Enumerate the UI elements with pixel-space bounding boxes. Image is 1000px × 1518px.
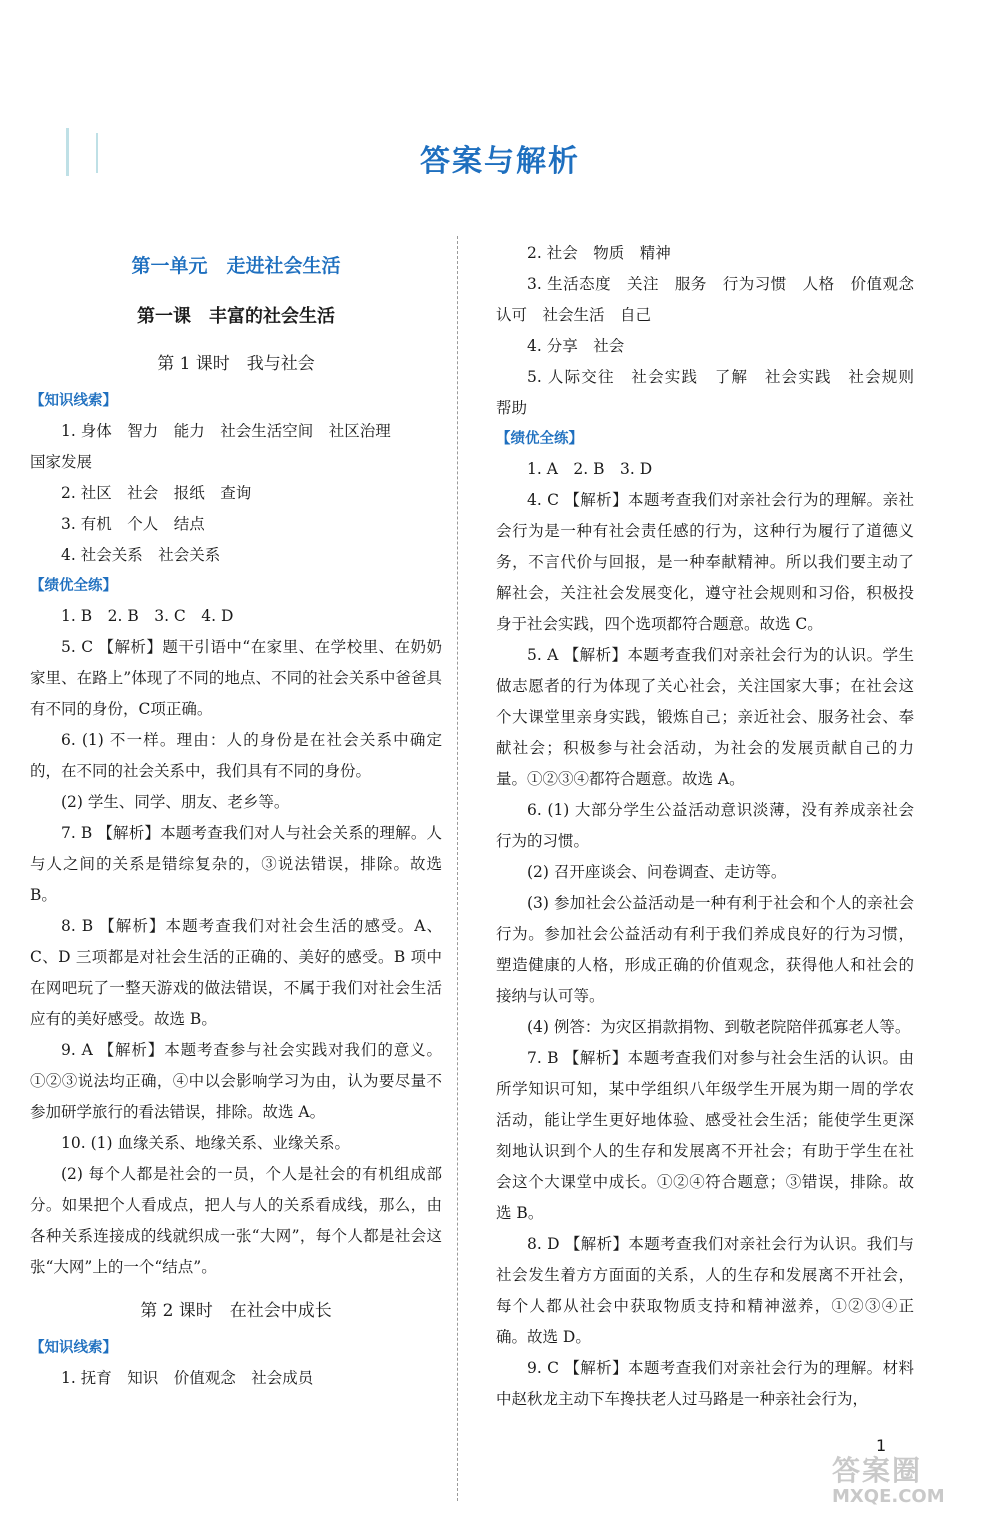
page-title: 答案与解析 [420,144,580,179]
answer-item: 1. B 2. B 3. C 4. D [61,607,234,625]
answer-item: 6. (1) 大部分学生公益活动意识淡薄，没有养成亲社会行为的习惯。 [496,801,914,850]
answer-item: 9. A 【解析】本题考查参与社会实践对我们的意义。①②③说法均正确，④中以会影响学习为由，认为要尽量不参加研学旅行的看法错误，排除。故选 A。 [30,1041,442,1121]
answer-item: 5. C 【解析】题干引语中“在家里、在学校里、在奶奶家里、在路上”体现了不同的地点、不同的社会关系中爸爸具有不同的身份，C项正确。 [30,638,442,718]
column-divider [457,236,458,1501]
answer-item: 4. C 【解析】本题考查我们对亲社会行为的理解。亲社会行为是一种有社会责任感的行为，这种行为履行了道德义务，不言代价与回报，是一种奉献精神。所以我们要主动了解社会，关注社会发展变化，遵守社会规则和习俗，积极投身于社会实践，四个选项都符合题意。故选 C。 [496,491,914,633]
period-title: 第 2 课时 在社会中成长 [140,1301,332,1321]
answer-item: (3) 参加社会公益活动是一种有利于社会和个人的亲社会行为。参加社会公益活动有利于我们养成良好的行为习惯，塑造健康的人格，形成正确的价值观念，获得他人和社会的接纳与认可等。 [496,894,914,1005]
right-column [496,238,930,1415]
lesson-title: 第一课 丰富的社会生活 [137,306,335,327]
answer-item: 5. 人际交往 社会实践 了解 社会实践 社会规则 帮助 [496,368,930,417]
answer-item: 4. 分享 社会 [527,337,625,355]
left-column [30,240,442,1394]
answer-item: 2. 社区 社会 报纸 查询 [61,484,252,502]
section-knowledge-clues: 【知识线索】 [30,1340,117,1356]
answer-item: 7. B 【解析】本题考查我们对参与社会生活的认识。由所学知识可知，某中学组织八年级学生开展为期一周的学农活动，能让学生更好地体验、感受社会生活；能使学生更深刻地认识到个人的生存和发展离不开社会；有助于学生在社会这个大课堂中成长。①②④符合题意；③错误，排除。故选 B。 [496,1049,914,1222]
answer-item: 9. C 【解析】本题考查我们对亲社会行为的理解。材料中赵秋龙主动下车搀扶老人过马路是一种亲社会行为， [496,1359,914,1408]
watermark-text: 答案圈 [832,1454,923,1487]
section-practice: 【绩优全练】 [496,431,583,447]
answer-item: 4. 社会关系 社会关系 [61,546,221,564]
section-knowledge-clues: 【知识线索】 [30,393,117,409]
answer-item: 1. A 2. B 3. D [527,460,653,478]
page-number: 1 [876,1436,887,1455]
answer-item: 1. 身体 智力 能力 社会生活空间 社区治理 [61,422,391,440]
answer-item: (4) 例答：为灾区捐款捐物、到敬老院陪伴孤寡老人等。 [527,1018,911,1036]
answer-item: 6. (1) 不一样。理由：人的身份是在社会关系中确定的，在不同的社会关系中，我们具有不同的身份。 [30,731,442,780]
answer-item: 2. 社会 物质 精神 [527,244,671,262]
watermark-logo [832,1456,992,1512]
answer-item: 3. 有机 个人 结点 [61,515,205,533]
answer-item: 1. 抚育 知识 价值观念 社会成员 [61,1369,314,1387]
answer-item: 10. (1) 血缘关系、地缘关系、业缘关系。 [61,1134,350,1152]
answer-item: 8. B 【解析】本题考查我们对社会生活的感受。A、C、D 三项都是对社会生活的正确的、美好的感受。B 项中在网吧玩了一整天游戏的做法错误，不属于我们对社会生活应有的美好感受。故选 B。 [30,917,442,1028]
section-practice: 【绩优全练】 [30,578,117,594]
answer-item: (2) 每个人都是社会的一员，个人是社会的有机组成部分。如果把个人看成点，把人与人的关系看成线，那么，由各种关系连接成的线就织成一张“大网”，每个人都是社会这张“大网”上的一个“结点”。 [30,1165,442,1276]
answer-item: 3. 生活态度 关注 服务 行为习惯 人格 价值观念 认可 社会生活 自己 [496,275,930,324]
answer-item: 8. D 【解析】本题考查我们对亲社会行为认识。我们与社会发生着方方面面的关系，人的生存和发展离不开社会，每个人都从社会中获取物质支持和精神滋养，①②③④正确。故选 D。 [496,1235,914,1346]
period-title: 第 1 课时 我与社会 [157,354,315,374]
watermark-url: MXQE.COM [832,1486,945,1507]
answer-item: 5. A 【解析】本题考查我们对亲社会行为的认识。学生做志愿者的行为体现了关心社会，关注国家大事；在社会这个大课堂里亲身实践，锻炼自己；亲近社会、服务社会、奉献社会；积极参与社会活动，为社会的发展贡献自己的力量。①②③④都符合题意。故选 A。 [496,646,914,788]
answer-item: 7. B 【解析】本题考查我们对人与社会关系的理解。人与人之间的关系是错综复杂的，③说法错误，排除。故选 B。 [30,824,442,904]
answer-item-continued: 国家发展 [30,453,93,471]
answer-item: (2) 召开座谈会、问卷调查、走访等。 [527,863,787,881]
answer-item: (2) 学生、同学、朋友、老乡等。 [61,793,290,811]
unit-title: 第一单元 走进社会生活 [131,255,341,277]
